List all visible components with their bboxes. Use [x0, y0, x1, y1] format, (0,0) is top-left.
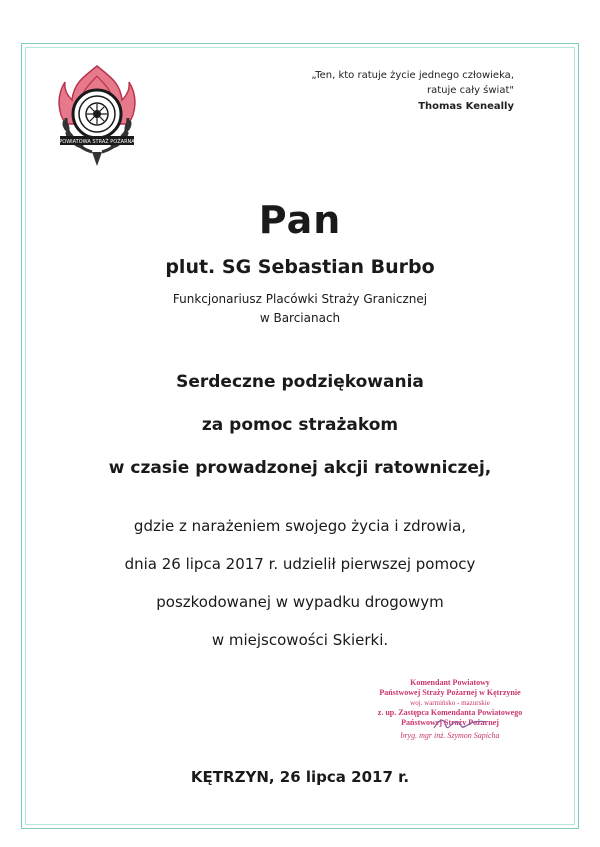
fire-service-emblem-icon: [52, 62, 142, 170]
body-line: gdzie z narażeniem swojego życia i zdrowia,: [133, 517, 467, 535]
body-text: [0, 517, 600, 669]
quote-author: Thomas Keneally: [418, 101, 514, 112]
role-line: Funkcjonariusz Placówki Straży Granicznej: [172, 292, 428, 306]
quote-line: ratuje cały świat": [427, 85, 514, 96]
quote-block: [311, 68, 514, 114]
stamp-line: bryg. mgr inż. Szymon Sapicha: [400, 731, 500, 740]
emblem-caption: POWIATOWA STRAŻ POŻARNA: [59, 139, 135, 145]
body-line: dnia 26 lipca 2017 r. udzielił pierwszej pomocy: [124, 555, 476, 573]
recipient-role: [0, 290, 600, 328]
body-line: w miejscowości Skierki.: [211, 631, 389, 649]
place-date: KĘTRZYN, 26 lipca 2017 r.: [190, 768, 410, 786]
stamp-line: woj. warmińsko - mazurskie: [410, 699, 490, 707]
thanks-block: [0, 372, 600, 501]
stamp-line: Komendant Powiatowy: [410, 678, 490, 687]
role-line: w Barcianach: [259, 311, 341, 325]
thanks-line: w czasie prowadzonej akcji ratowniczej,: [108, 458, 492, 478]
quote-line: „Ten, kto ratuje życie jednego człowieka,: [311, 70, 514, 81]
thanks-line: za pomoc strażakom: [201, 415, 399, 435]
thanks-line: Serdeczne podziękowania: [176, 372, 424, 392]
signature-scribble: [430, 714, 490, 734]
recipient-name: plut. SG Sebastian Burbo: [165, 256, 435, 278]
body-line: poszkodowanej w wypadku drogowym: [156, 593, 444, 611]
stamp-line: Państwowej Straży Pożarnej w Kętrzynie: [379, 688, 521, 697]
stamp-line: Państwowej Straży Pożarnej: [401, 718, 499, 727]
salutation: Pan: [258, 198, 342, 242]
stamp-line: z. up. Zastępca Komendanta Powiatowego: [377, 708, 523, 717]
